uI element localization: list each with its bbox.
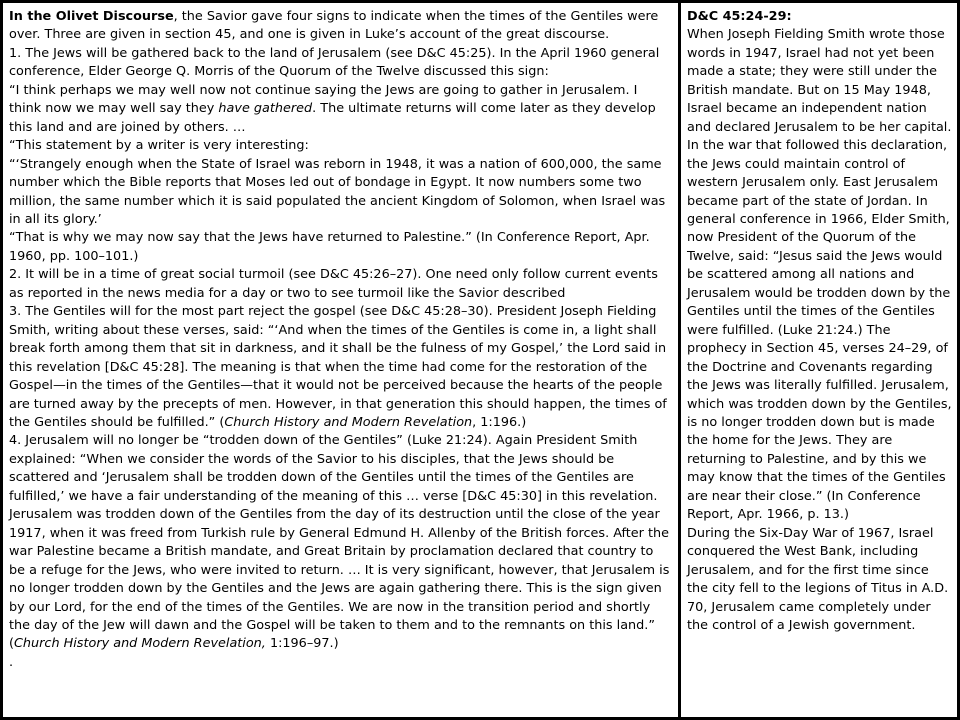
paragraph-returned: “That is why we may now say that the Jews have returned to Palestine.” (In Conference Report, Apr. 1960, pp. 100–101.) (9, 230, 650, 264)
paragraph-writer-quote: “‘Strangely enough when the State of Israel was reborn in 1948, it was a nation of 600,000, the same number which the Bible reports that Moses led out of bondage in Egypt. It now numbers some two million, the same number which it is said populated the ancient Kingdom of Solomon, when Israel was in all its glory.’ (9, 156, 666, 227)
paragraph-intro (9, 8, 672, 45)
intro-bold-phrase: In the Olivet Discourse (9, 9, 174, 24)
sign-4-citation: Church History and Modern Revelation, (14, 636, 266, 652)
sign-3-citation: Church History and Modern Revelation (224, 414, 473, 430)
side-paragraph-2: During the Six-Day War of 1967, Israel conquered the West Bank, including Jerusalem, and for the first time since the city fell to the legions of Titus in A.D. 70, Jerusalem came completely under the control of a Jewish government. (687, 525, 949, 633)
paragraph-sign-4 (9, 432, 672, 653)
quote-italic: have gathered (218, 101, 313, 117)
trailing-period: . (9, 654, 14, 670)
paragraph-sign-2: 2. It will be in a time of great social turmoil (see D&C 45:26–27). One need only follow current events as reported in the news media for a day or two to see turmoil like the Savior described (9, 267, 658, 301)
paragraph-sign-1: 1. The Jews will be gathered back to the land of Jerusalem (see D&C 45:25). In the April 1960 general conference, Elder George Q. Morris of the Quorum of the Twelve discussed this sign: (9, 45, 660, 80)
side-text-panel (681, 3, 957, 717)
paragraph-sign-3 (9, 303, 672, 432)
intro-text: , the Savior gave four signs to indicate when the times of the Gentiles were over. Three are given in section 45, and one is given in Luke’s account of the great discourse. (9, 9, 659, 43)
sign-3-text-end: , 1:196.) (472, 414, 527, 430)
main-text-panel (3, 3, 678, 717)
quote-text-end: . The ultimate returns will come later as they develop this land and are joined by others. … (9, 101, 656, 135)
side-heading: D&C 45:24-29: (687, 9, 792, 24)
paragraph-morris-quote (9, 82, 672, 137)
side-paragraph-1: When Joseph Fielding Smith wrote those words in 1947, Israel had not yet been made a state; they were still under the British mandate. But on 15 May 1948, Israel became an independent nation and declared Jerusalem to be her capital. In the war that followed this declaration, the Jews could maintain control of western Jerusalem only. East Jerusalem became part of the state of Jordan. In general conference in 1966, Elder Smith, now President of the Quorum of the Twelve, said: “Jesus said the Jews would be scattered among all nations and Jerusalem would be trodden down by the Gentiles until the times of the Gentiles were fulfilled. (Luke 21:24.) The prophecy in Section 45, verses 24–29, of the Doctrine and Covenants regarding the Jews was literally fulfilled. Jerusalem, which was trodden down by the Gentiles, is no longer trodden down but is made the home for the Jews. They are returning to Palestine, and by this we may know that the times of the Gentiles are near their close.” (In Conference Report, Apr. 1966, p. 13.) (687, 27, 952, 523)
paragraph-writer-intro: “This statement by a writer is very interesting: (9, 138, 309, 154)
quote-text: “I think perhaps we may well now not continue saying the Jews are going to gather in Jerusalem. I think now we may well say they (9, 82, 638, 117)
sign-4-text: 4. Jerusalem will no longer be “trodden down of the Gentiles” (Luke 21:24). Again President Smith explained: “When we consider the words of the Savior to his disciples, that the Jews should be scattered and ‘Jerusalem shall be trodden down of the Gentiles until the times of the Gentiles are fulfilled,’ we have a fair understanding of the meaning of this … verse [D&C 45:30] in this revelation. Jerusalem was trodden down of the Gentiles from the day of its destruction until the close of the year 1917, when it was freed from Turkish rule by General Edmund H. Allenby of the British forces. After the war Palestine became a British mandate, and Great Britain by proclamation declared that country to be a refuge for the Jews, who were invited to return. … It is very significant, however, that Jerusalem is no longer trodden down by the Gentiles and the Jews are again gathering there. This is the sign given by our Lord, for the end of the times of the Gentiles. We are now in the transition period and shortly the day of the Jew will dawn and the Gospel will be taken to them and to the remnants on this land.” ( (9, 433, 670, 652)
sign-3-text: 3. The Gentiles will for the most part reject the gospel (see D&C 45:28–30). President Joseph Fielding Smith, writing about these verses, said: “‘And when the times of the Gentiles is come in, a light shall break forth among them that sit in darkness, and it shall be the fulness of my Gospel,’ the Lord said in this revelation [D&C 45:28]. The meaning is that when the time had come for the restoration of the Gospel—in the times of the Gentiles—that it would not be perceived because the hearts of the people are turned away by the precepts of men. However, in that generation this should happen, the times of the Gentiles should be fulfilled.” ( (9, 304, 667, 430)
sign-4-text-end: 1:196–97.) (265, 636, 339, 652)
